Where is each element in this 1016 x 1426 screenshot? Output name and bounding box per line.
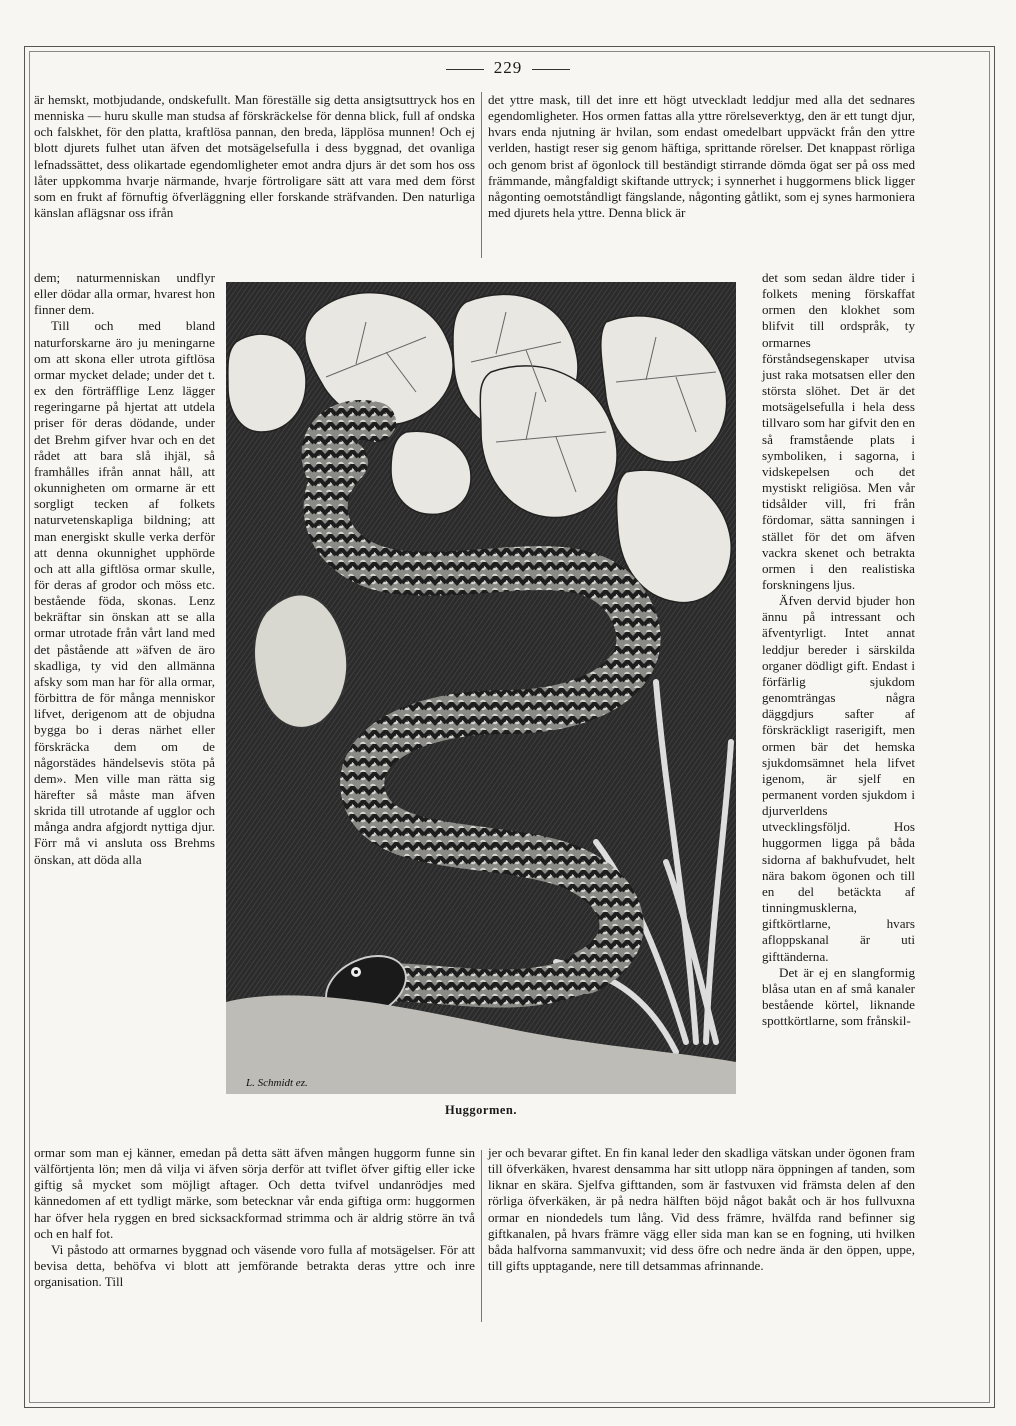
folio-dash-left [446, 69, 484, 70]
right-column-top-text [488, 92, 915, 221]
right-top-paragraph: det yttre mask, till det inre ett högt utveckladt leddjur med alla det sednares egendomligheter. Hos ormen fattas alla yttre rörelseverktyg, den är ett tungt djur, hvars enda njutning är hvilan, som endast omedelbart uppväckt från den yttre verlden, hastigt reser sig genom häftiga, sprittande rörelser. Det knappast rörliga och genom brist af ögonlock till beständigt stirrande dömda ögat ser på oss med främmande, mångfaldigt skiftande uttryck; i synnerhet i huggormens blick ligger någonting oemotståndligt fängslande, någonting gåtlikt, som ej synes harmoniera med djurets hela yttre. Denna blick är [488, 92, 915, 221]
right-narrow-paragraph-2: Äfven dervid bjuder hon ännu på intressant och äfventyrligt. Intet annat leddjur bereder i särskilda organer dödligt gift. Endast i förfärlig sjukdom genomträngas några däggdjurs safter af förskräckligt raserigift, men ormen bär det hemska sjukdomsämnet hela lifvet igenom, är sjelf en permanent vorden sjukdom i djurverldens utvecklingsföljd. Hos huggormen ligga på båda sidorna af bakhufvudet, helt nära bakom ögonen och till en del betäckta af tinningmusklerna, giftkörtlarne, hvars afloppskanal är uti gifttänderna. [762, 593, 915, 964]
page-number [0, 58, 1016, 78]
viper-engraving [226, 282, 736, 1094]
column-divider-top [481, 92, 482, 258]
page-number-text: 229 [493, 58, 523, 77]
stone [254, 595, 347, 728]
left-top-paragraph: är hemskt, motbjudande, ondskefullt. Man föreställe sig detta ansigtsuttryck hos en menniska — huru skulle man studsa af förskräckelse för denna blick, full af ondska och falskhet, för den platta, kraftlösa pannan, den breda, läpplösa munnen! Och ej blott djurets fulhet utan äfven det motsägelsefulla i dess byggnad, det ovanliga lefnadssättet, dess olikartade egendomligheter emot andra djurs är det som hos oss låter uppkomma hvarje närmande, hvarje förtroligare sätt att vara med dem först som en frukt af förnuftig öfverläggning eller forskande sträfvanden. Den naturliga känslan aflägsnar oss ifrån [34, 92, 475, 221]
column-divider-bottom [481, 1150, 482, 1322]
viper-pupil [354, 970, 358, 974]
left-bottom-paragraph-1: ormar som man ej känner, emedan på detta sätt äfven mången huggorm funne sin välförtjenta lön; men då vilja vi äfven sörja derför att tviflet öfver giftig eller icke giftig så mycket som möjligt aftager. Och detta tvifvel undanrödjes med kännedomen af ett tydligt märke, som betecknar vår enda giftiga orm: huggormen har öfver hela ryggen en bred sicksackformad strimma och är aldrig större än två och en half fot. [34, 1145, 475, 1241]
left-narrow-paragraph-1: dem; naturmenniskan undflyr eller dödar alla ormar, hvarest hon finner dem. [34, 270, 215, 318]
right-narrow-text [762, 270, 915, 1029]
left-bottom-paragraph-2: Vi påstodo att ormarnes byggnad och väsende voro fulla af motsägelser. För att bevisa detta, behöfva vi blott att jemförande betrakta deras yttre och inre organisation. Till [34, 1241, 475, 1290]
right-bottom-paragraph-1: jer och bevarar giftet. En fin kanal leder den skadliga vätskan under ögonen fram till öfverkäken, hvarest densamma har sitt utlopp nära öppningen af tanden, som liknar en skära. Sjelfva gifttanden, som är fastvuxen vid främsta delen af den rörliga öfverkäken, är på nedra hälften böjd något bakåt och är hos fullvuxna ormar en niondedels tum lång. Vid dess främre, hvälfda rand befinner sig giftkanalen, på hvars främre vägg eller sida man kan se en fogning, uti hvilken båda halfvorna sammanvuxit; vid dess öfre och nedre ända är den öppen, uppe, till gifts upptagande, nere till detsammas afrinnande. [488, 1145, 915, 1274]
artist-signature: L. Schmidt ez. [246, 1077, 308, 1089]
left-column-top-text [34, 92, 475, 221]
left-bottom-text [34, 1145, 475, 1290]
viper-illustration [226, 282, 736, 1094]
illustration-caption: Huggormen. [444, 1103, 517, 1117]
right-narrow-paragraph-3: Det är ej en slangformig blåsa utan en af små kanaler bestående körtel, liknande spottkörtlarne, som frånskil- [762, 964, 915, 1029]
left-narrow-paragraph-2: Till och med bland naturforskarne äro ju meningarne om att skona eller utrota giftlösa ormar mycket delade; under det t. ex den förträfflige Lenz lägger regeringarne på hjertat att utdela priser för deras dödande, under det Brehm gifver hvar och en det rådet att bara slå ihjäl, så framhålles ifrån annat håll, att okunnigheten om ormarne är ett sorgligt tecken af folkets naturvetenskapliga bildning; att man energiskt skulle verka derför att denna okunnighet upphörde och att alla giftlösa ormar skulle, för deras af grodor och möss etc. bestående föda, skonas. Lenz bekräftar sin önskan att se alla ormar utrotade från vårt land med det påstående att »äfven de äro skadliga, ty vid den allmänna afsky som man har för alla ormar, förbittra de för många menniskor lifvet, derigenom att de objudna bygga bo i deras närhet eller förskräcka dem om de någorstädes händelsevis stöta på dem». Men ville man rätta sig härefter så måste man äfven skrida till utrotande af ugglor och många andra afgjordt nyttiga djur. Förr må vi ansluta oss Brehms önskan, att döda alla [34, 318, 215, 867]
right-narrow-paragraph-1: det som sedan äldre tider i folkets mening förskaffat ormen den klokhet som blifvit till ordspråk, ty ormarnes förståndsegenskaper utvisa just raka motsatsen eller den största slöhet. Det är det motsägelsefulla i hela dess tillvaro som har gifvit den en så framstående plats i symboliken, i sagorna, i vidskepelsen och det mystiskt religiösa. Men vår tidsålder vill, fri från fördomar, sätta sanningen i stället för det om äfven vackra skenet och betrakta ormen i den realistiska forskningens ljus. [762, 270, 915, 592]
right-bottom-text [488, 1145, 915, 1274]
folio-dash-right [532, 69, 570, 70]
left-narrow-text [34, 270, 215, 868]
